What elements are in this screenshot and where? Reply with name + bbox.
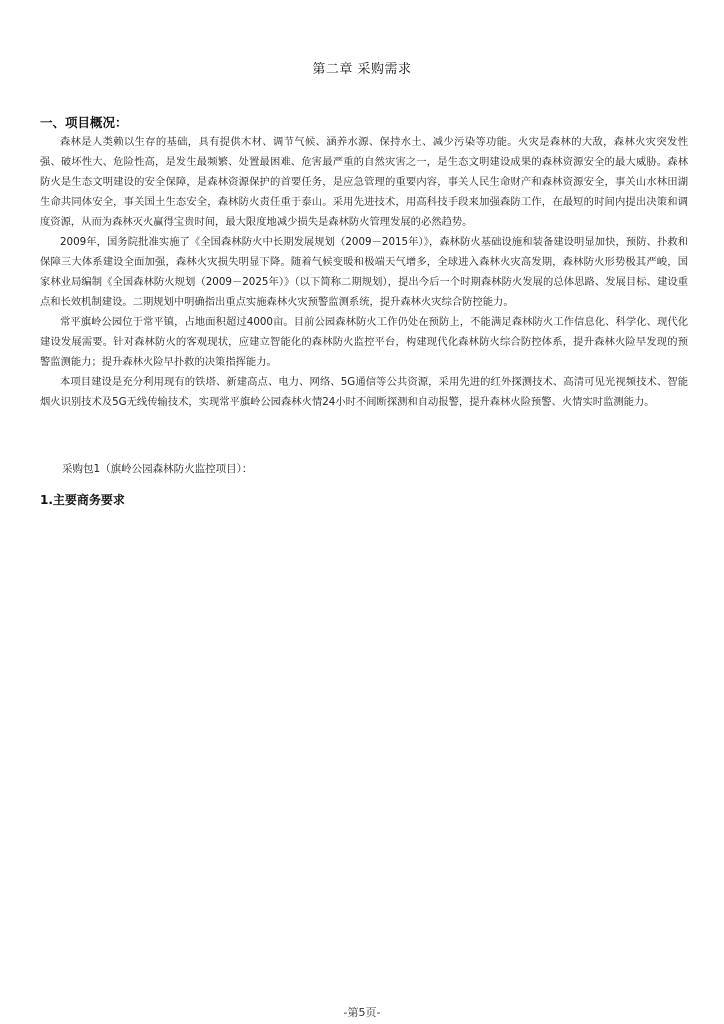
sub-heading: 1.主要商务要求 bbox=[40, 493, 125, 507]
chapter-title: 第二章 采购需求 bbox=[312, 62, 412, 77]
paragraph: 森林是人类赖以生存的基础，具有提供木材、调节气候、涵养水源、保持水土、减少污染等功能。火灾是森林的大敌，森林火灾突发性强、破坏性大、危险性高，是发生最频繁、处置最困难、危害最严重的自然灾害之一，是生态文明建设成果的森林资源安全的最大威胁。森林防火是生态文明建设的安全保障，是森林资源保护的首要任务，是应急管理的重要内容，事关人民生命财产和森林资源安全，事关山水林田湖生命共同体安全，事关国土生态安全，森林防火责任重于泰山。采用先进技术，用高科技手段来加强森防工作，在最短的时间内提出决策和调度资源，从而为森林灭火赢得宝贵时间，最大限度地减少损失是森林防火管理发展的必然趋势。 bbox=[40, 136, 688, 228]
section-heading: 一、项目概况： bbox=[40, 115, 128, 130]
page-number: -第5页- bbox=[343, 1006, 381, 1019]
paragraph: 本项目建设是充分利用现有的铁塔、新建高点、电力、网络、5G通信等公共资源，采用先进的红外探测技术、高清可见光视频技术、智能烟火识别技术及5G无线传输技术，实现常平旗岭公园森林火情24小时不间断探测和自动报警，提升森林火险预警、火情实时监测能力。 bbox=[40, 376, 688, 408]
procurement-package-line: 采购包1（旗岭公园森林防火监控项目）： bbox=[62, 463, 253, 475]
body-text bbox=[40, 132, 688, 412]
paragraph: 常平旗岭公园位于常平镇，占地面积超过4000亩。目前公园森林防火工作仍处在预防上，不能满足森林防火工作信息化、科学化、现代化建设发展需要。针对森林防火的客观现状，应建立智能化的森林防火监控平台，构建现代化森林防火综合防控体系，提升森林火险早发现的预警监测能力；提升森林火险早扑救的决策指挥能力。 bbox=[40, 316, 688, 368]
paragraph: 2009年，国务院批准实施了《全国森林防火中长期发展规划（2009－2015年）》，森林防火基础设施和装备建设明显加快，预防、扑救和保障三大体系建设全面加强，森林火灾损失明显下降。随着气候变暖和极端天气增多，全球进入森林火灾高发期，森林防火形势极其严峻，国家林业局编制《全国森林防火规划（2009－2025年）》（以下简称二期规划），提出今后一个时期森林防火发展的总体思路、发展目标、建设重点和长效机制建设。二期规划中明确指出重点实施森林火灾预警监测系统，提升森林火灾综合防控能力。 bbox=[40, 236, 688, 308]
